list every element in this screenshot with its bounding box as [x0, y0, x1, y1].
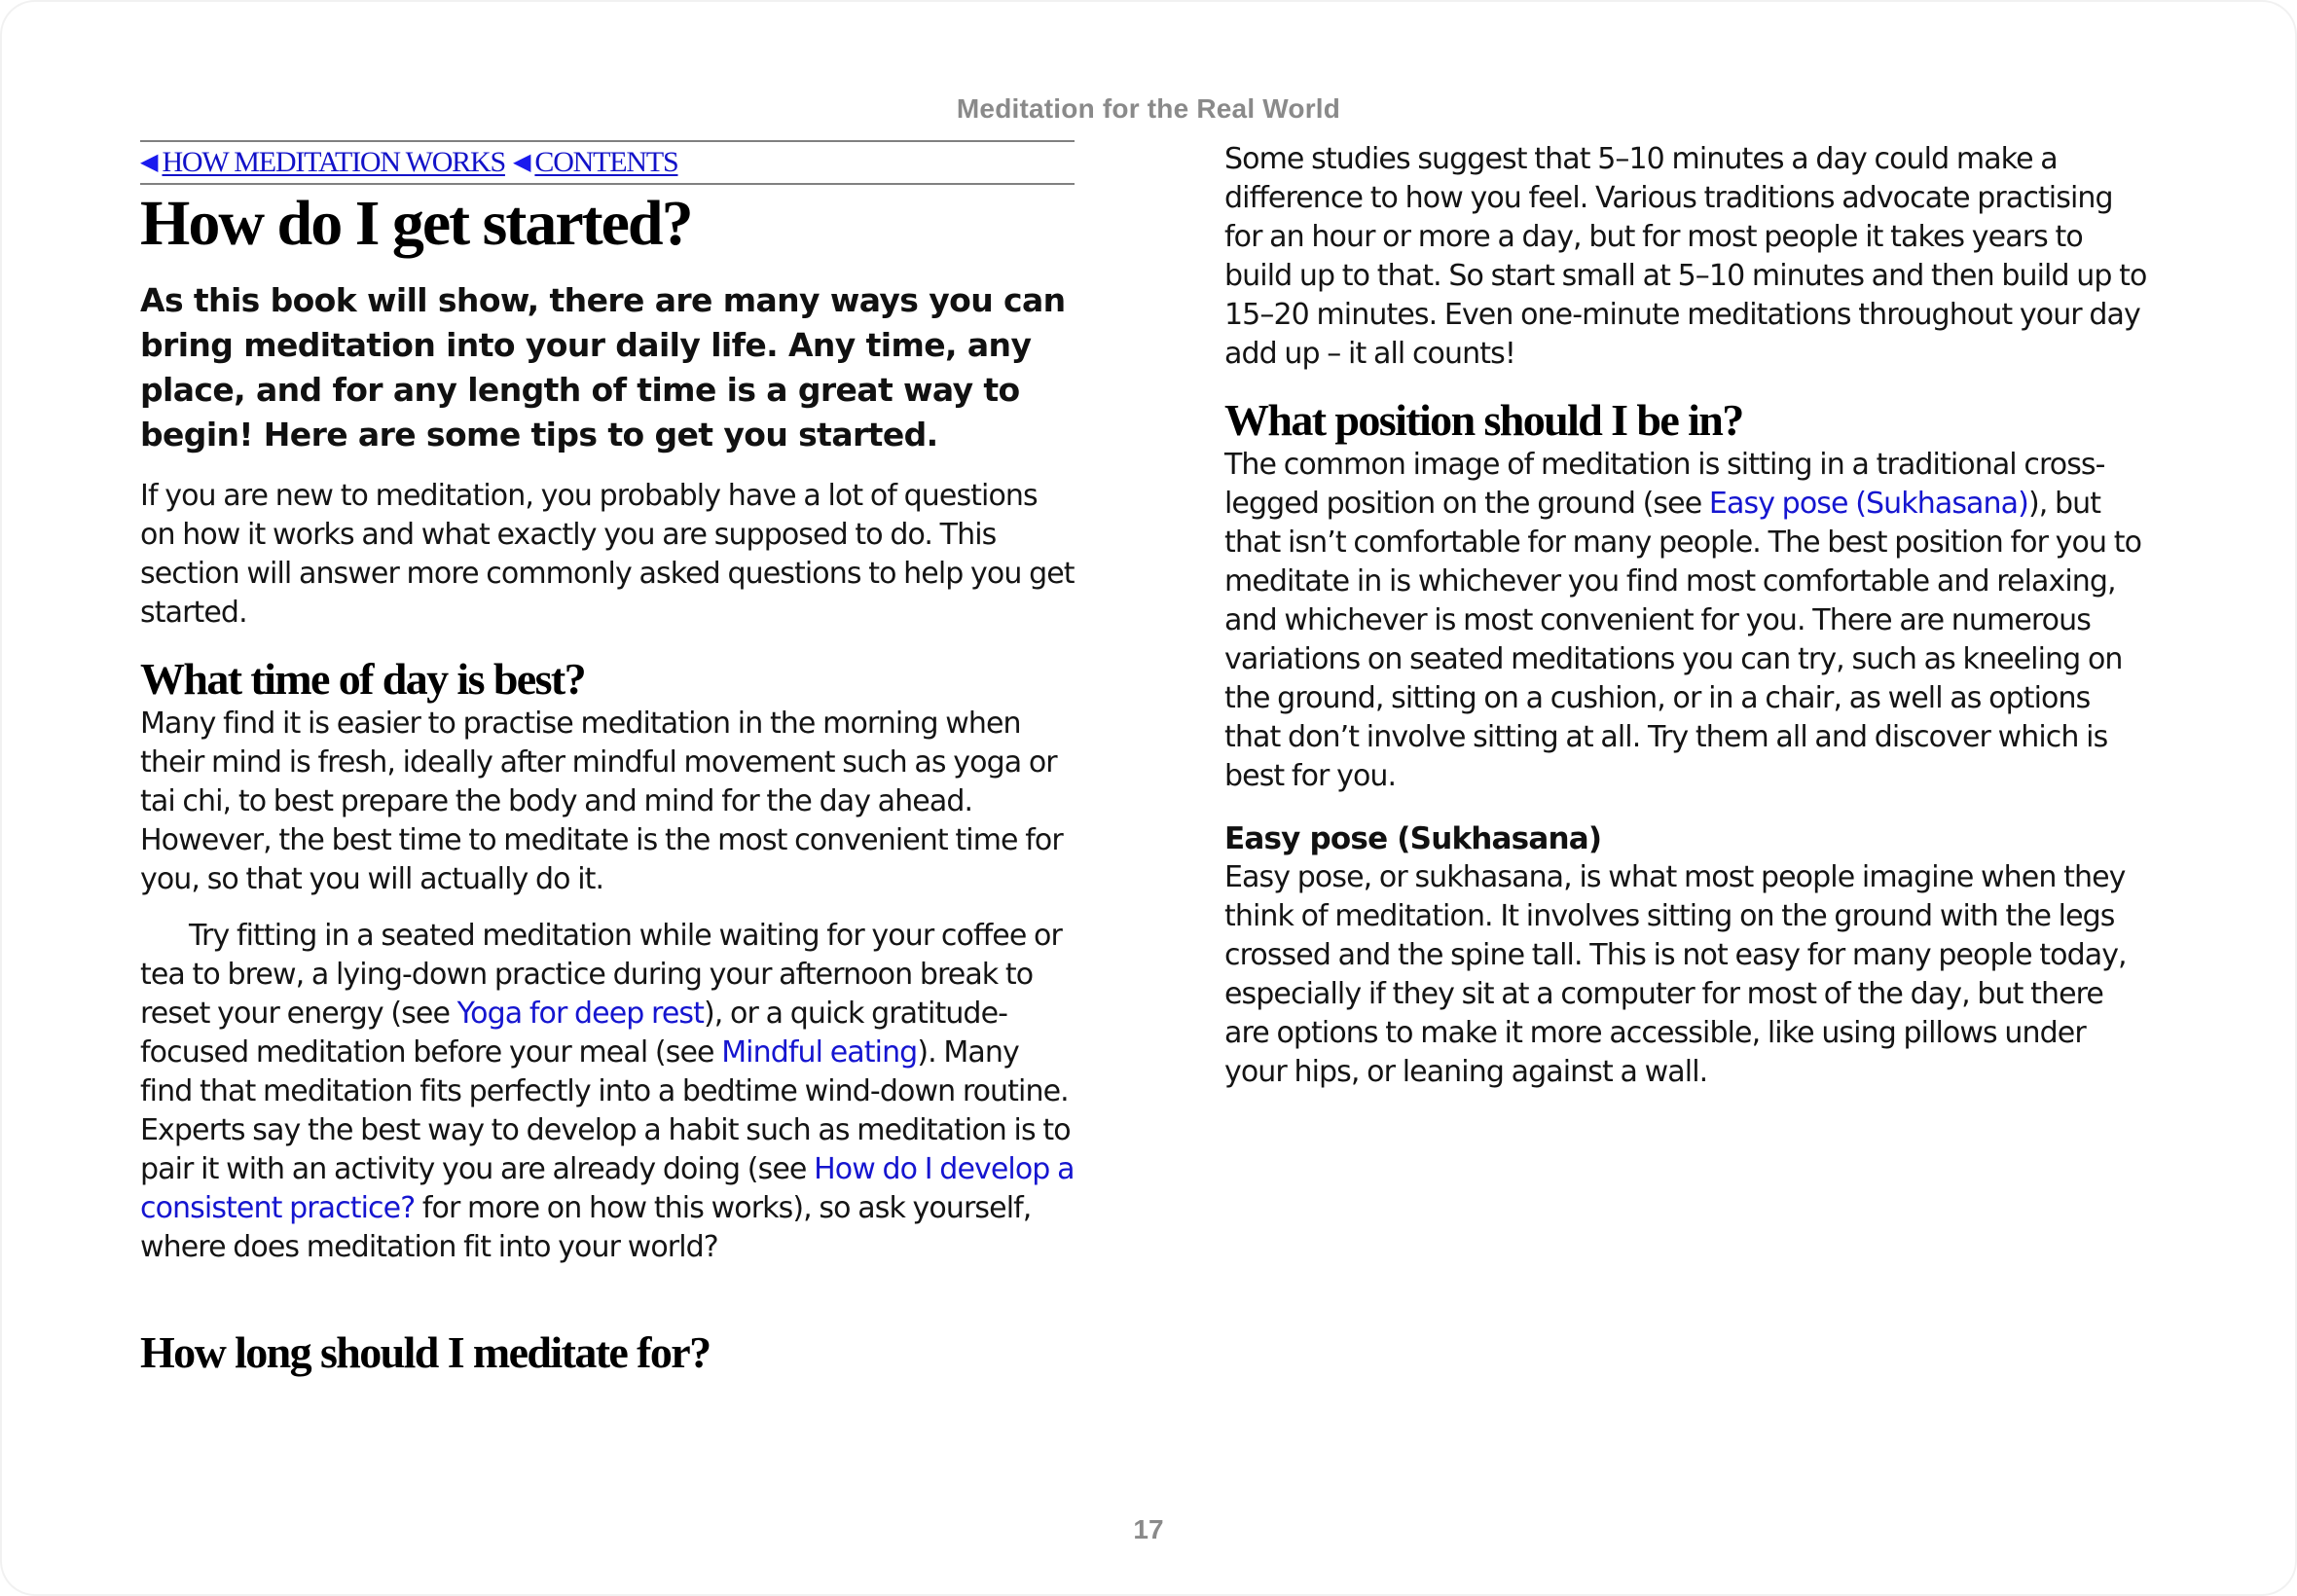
section-heading-how-long: How long should I meditate for? — [140, 1327, 711, 1377]
time-of-day-paragraph-2: Try fitting in a seated meditation while waiting for your coffee or tea to brew, a lying-down practice during your afternoon break to reset your energy (see Yoga for deep rest), or a quick gratitude-focused meditation before your meal (see Mindful eating). Many find that meditation fits perfectly into a bedtime wind-down routine. Experts say the best way to develop a habit such as meditation is to pair it with an activity you are already doing (see How do I develop a consistent practice? for more on how this works), so ask yourself, where does meditation fit into your world? — [140, 919, 1075, 1264]
nav-link-contents[interactable]: CONTENTS — [534, 146, 678, 178]
easy-pose-paragraph: Easy pose, or sukhasana, is what most people imagine when they think of meditation. It involves sitting on the ground with the legs crossed and the spine tall. This is not easy for many people today, especially if they sit at a computer for most of the day, but there are options to make it more accessible, like using pillows under your hips, or leaning against a wall. — [1224, 860, 2127, 1089]
subheading-easy-pose: Easy pose (Sukhasana) — [1224, 821, 1602, 856]
link-mindful-eating[interactable]: Mindful eating — [721, 1035, 918, 1070]
running-header: Meditation for the Real World — [956, 93, 1341, 124]
back-triangle-icon: ◀ — [512, 150, 531, 175]
back-triangle-icon: ◀ — [140, 150, 159, 175]
lead-paragraph: As this book will show, there are many ways you can bring meditation into your daily life. Any time, any place, and for any length of time is a great way to begin! Here are some tips to get you started. — [140, 281, 1066, 453]
link-yoga-for-deep-rest[interactable]: Yoga for deep rest — [456, 997, 704, 1031]
position-paragraph: The common image of meditation is sitting in a traditional cross-legged position on the ground (see Easy pose (Sukhasana)), but that isn’t comfortable for many people. The best position for you to meditate in is whichever you find most comfortable and relaxing, and whichever is most convenient for you. There are numerous variations on seated meditations you can try, such as kneeling on the ground, sitting on a cushion, or in a chair, as well as options that don’t involve sitting at all. Try them all and discover which is best for you. — [1224, 448, 2142, 793]
intro-paragraph: If you are new to meditation, you probably have a lot of questions on how it works and what exactly you are supposed to do. This section will answer more commonly asked questions to help you get started. — [140, 479, 1075, 630]
time-of-day-paragraph-1: Many find it is easier to practise meditation in the morning when their mind is fresh, ideally after mindful movement such as yoga or tai chi, to best prepare the body and mind for the day ahead. However, the best time to meditate is the most convenient time for you, so that you will actually do it. — [140, 707, 1063, 896]
nav-link-how-meditation-works[interactable]: HOW MEDITATION WORKS — [162, 146, 505, 178]
breadcrumb-nav — [140, 140, 1075, 185]
section-heading-position: What position should I be in? — [1224, 395, 1743, 445]
page-title: How do I get started? — [140, 188, 692, 259]
link-easy-pose[interactable]: Easy pose (Sukhasana) — [1708, 487, 2028, 521]
link-consistent-practice[interactable]: How do I develop a consistent practice? — [140, 1152, 1075, 1225]
page-number: 17 — [1133, 1514, 1164, 1544]
section-heading-time-of-day: What time of day is best? — [140, 654, 586, 704]
how-long-paragraph: Some studies suggest that 5–10 minutes a day could make a difference to how you feel. Various traditions advocate practising for an hour or more a day, but for most people it takes years to build up to that. So start small at 5–10 minutes and then build up to 15–20 minutes. Even one-minute meditations throughout your day add up – it all counts! — [1224, 142, 2147, 371]
